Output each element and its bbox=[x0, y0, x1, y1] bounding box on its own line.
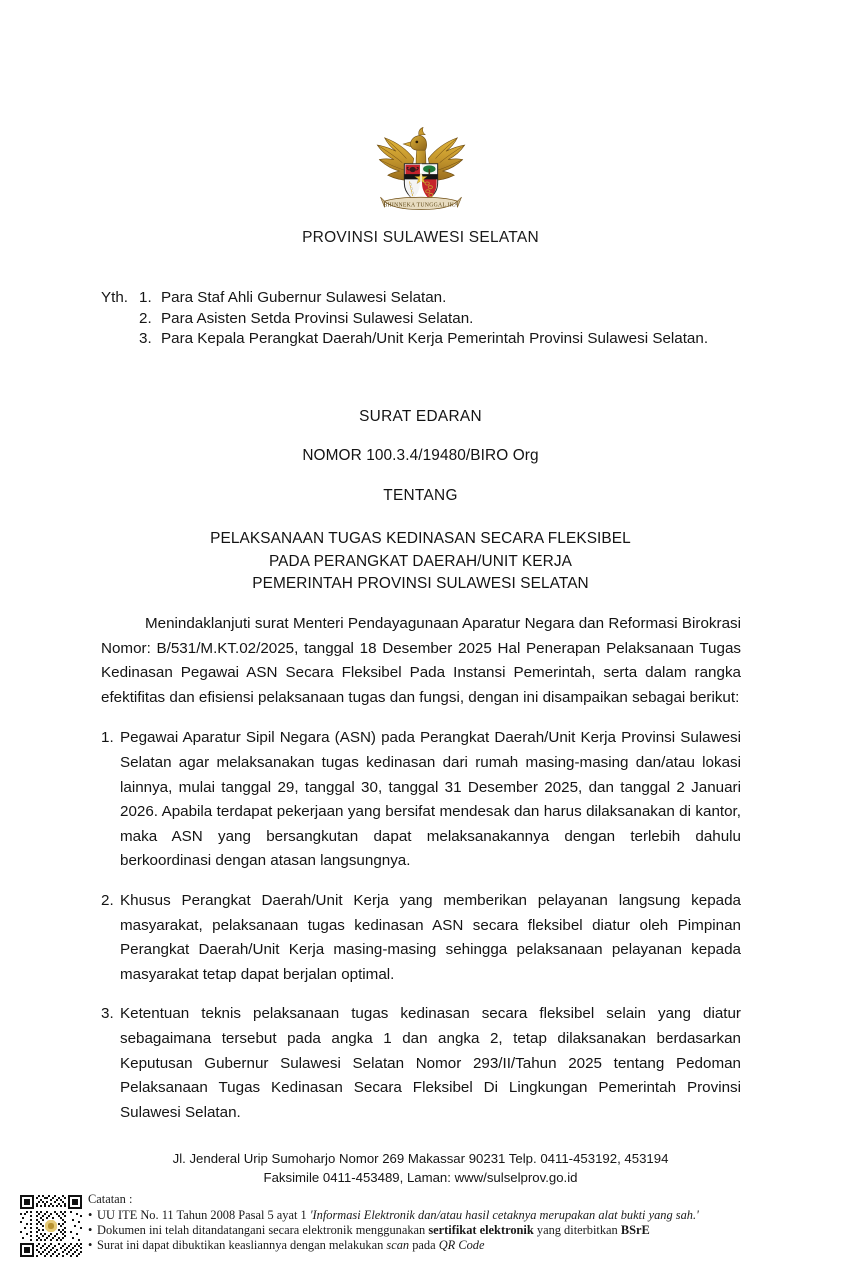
point-text: Khusus Perangkat Daerah/Unit Kerja yang memberikan pelayanan langsung kepada masyarakat, pelaksanaan tugas kedinasan ASN secara fleksibel diatur oleh Pimpinan Perangkat Daerah/Unit Kerja masing-masing sehingga pelaksanaan pelayanan kepada masyarakat tetap dapat berjalan optimal. bbox=[120, 891, 741, 983]
note-item bbox=[88, 1208, 748, 1223]
bullet-icon: • bbox=[88, 1238, 93, 1253]
note-text-3 bbox=[97, 1238, 748, 1253]
point-number: 1. bbox=[101, 729, 114, 747]
addressee-item-number: 3. bbox=[139, 330, 152, 347]
addressee-item-text: Para Staf Ahli Gubernur Sulawesi Selatan. bbox=[161, 289, 447, 306]
note-item bbox=[88, 1238, 748, 1253]
note-3-middle: pada bbox=[409, 1238, 439, 1253]
document-subject bbox=[0, 528, 841, 596]
point-number: 3. bbox=[101, 1005, 114, 1023]
addressee-item-number: 2. bbox=[139, 309, 152, 327]
numbered-points-list bbox=[101, 726, 741, 1125]
point-number: 2. bbox=[101, 891, 114, 909]
note-text-2 bbox=[97, 1223, 748, 1238]
note-1-italic: 'Informasi Elektronik dan/atau hasil cetaknya merupakan alat bukti yang sah.' bbox=[309, 1207, 699, 1222]
document-body bbox=[101, 612, 741, 1125]
addressee-item-text: Para Asisten Setda Provinsi Sulawesi Selatan. bbox=[161, 309, 474, 327]
numbered-point bbox=[101, 889, 741, 987]
svg-text:BHINNEKA TUNGGAL IKA: BHINNEKA TUNGGAL IKA bbox=[382, 202, 459, 209]
addressee-label: Yth. bbox=[101, 289, 129, 306]
garuda-pancasila-emblem bbox=[369, 118, 473, 222]
note-2-middle: yang diterbitkan bbox=[533, 1222, 621, 1237]
addressee-item bbox=[139, 309, 751, 330]
document-title-block bbox=[0, 408, 841, 596]
point-text: Pegawai Aparatur Sipil Negara (ASN) pada Perangkat Daerah/Unit Kerja Provinsi Sulawesi Selatan agar melaksanakan tugas kedinasan dari rumah masing-masing dan/atau lokasi lainnya, mulai tanggal 29, tanggal 30, tanggal 31 Desember 2025, dan tanggal 2 Januari 2026. Apabila terdapat pekerjaan yang bersifat mendesak dan harus dilaksanakan di kantor, maka ASN yang bersangkutan dapat melaksanakannya dengan terlebih dahulu berkoordinasi dengan atasan langsungnya. bbox=[120, 729, 741, 870]
note-1-prefix: UU ITE No. 11 Tahun 2008 Pasal 5 ayat 1 bbox=[97, 1207, 310, 1222]
document-type: SURAT EDARAN bbox=[359, 408, 482, 425]
bullet-icon: • bbox=[88, 1222, 93, 1237]
opening-paragraph: Menindaklanjuti surat Menteri Pendayagunaan Aparatur Negara dan Reformasi Birokrasi Nomor: B/531/M.KT.02/2025, tanggal 18 Desember 2025 Hal Penerapan Pelaksanaan Tugas Kedinasan Pegawai ASN Secara Fleksibel Pada Instansi Pemerintah, serta dalam rangka efektifitas dan efisiensi pelaksanaan tugas dan fungsi, dengan ini disampaikan sebagai berikut: bbox=[101, 615, 741, 706]
note-3-prefix: Surat ini dapat dibuktikan keasliannya dengan melakukan bbox=[97, 1238, 387, 1253]
document-subject-line-1: PELAKSANAAN TUGAS KEDINASAN SECARA FLEKSIBEL bbox=[210, 530, 631, 547]
note-3-italic-qrcode: QR Code bbox=[438, 1238, 485, 1253]
document-subject-line-2: PADA PERANGKAT DAERAH/UNIT KERJA bbox=[268, 552, 573, 570]
point-text: Ketentuan teknis pelaksanaan tugas kedinasan secara fleksibel selain yang diatur sebagaimana tersebut pada angka 1 dan angka 2, tetap dilaksanakan berdasarkan Keputusan Gubernur Sulawesi Selatan Nomor 293/II/Tahun 2025 tentang Pedoman Pelaksanaan Tugas Kedinasan Secara Fleksibel Di Lingkungan Pemerintah Provinsi Sulawesi Selatan. bbox=[120, 1005, 741, 1121]
addressee-item bbox=[139, 288, 751, 309]
about-label: TENTANG bbox=[383, 487, 458, 504]
document-subject-line-3: PEMERINTAH PROVINSI SULAWESI SELATAN bbox=[252, 575, 589, 592]
addressee-block bbox=[101, 288, 751, 350]
footer-address-line-1: Jl. Jenderal Urip Sumoharjo Nomor 269 Makassar 90231 Telp. 0411-453192, 453194 bbox=[172, 1151, 669, 1166]
note-3-italic-scan: scan bbox=[386, 1238, 410, 1253]
province-heading: PROVINSI SULAWESI SELATAN bbox=[302, 229, 539, 246]
bullet-icon: • bbox=[88, 1207, 93, 1222]
addressee-item bbox=[139, 329, 751, 350]
document-number: NOMOR 100.3.4/19480/BIRO Org bbox=[302, 447, 539, 464]
qr-code-verification[interactable] bbox=[18, 1193, 84, 1259]
note-item bbox=[88, 1223, 748, 1238]
emblem-container bbox=[0, 118, 841, 227]
note-2-prefix: Dokumen ini telah ditandatangani secara elektronik menggunakan bbox=[97, 1222, 429, 1237]
addressee-list bbox=[139, 288, 751, 350]
note-2-bold-issuer: BSrE bbox=[620, 1222, 650, 1237]
notes-title: Catatan : bbox=[88, 1192, 133, 1206]
notes-block bbox=[88, 1192, 748, 1253]
numbered-point bbox=[101, 1002, 741, 1125]
numbered-point bbox=[101, 726, 741, 874]
note-2-bold-certificate: sertifikat elektronik bbox=[428, 1222, 534, 1237]
addressee-item-number: 1. bbox=[139, 289, 152, 306]
footer-address-line-2: Faksimile 0411-453489, Laman: www/sulselprov.go.id bbox=[263, 1169, 578, 1185]
note-text-1 bbox=[97, 1208, 748, 1223]
addressee-item-text: Para Kepala Perangkat Daerah/Unit Kerja Pemerintah Provinsi Sulawesi Selatan. bbox=[161, 330, 709, 347]
footer-address bbox=[0, 1150, 841, 1187]
